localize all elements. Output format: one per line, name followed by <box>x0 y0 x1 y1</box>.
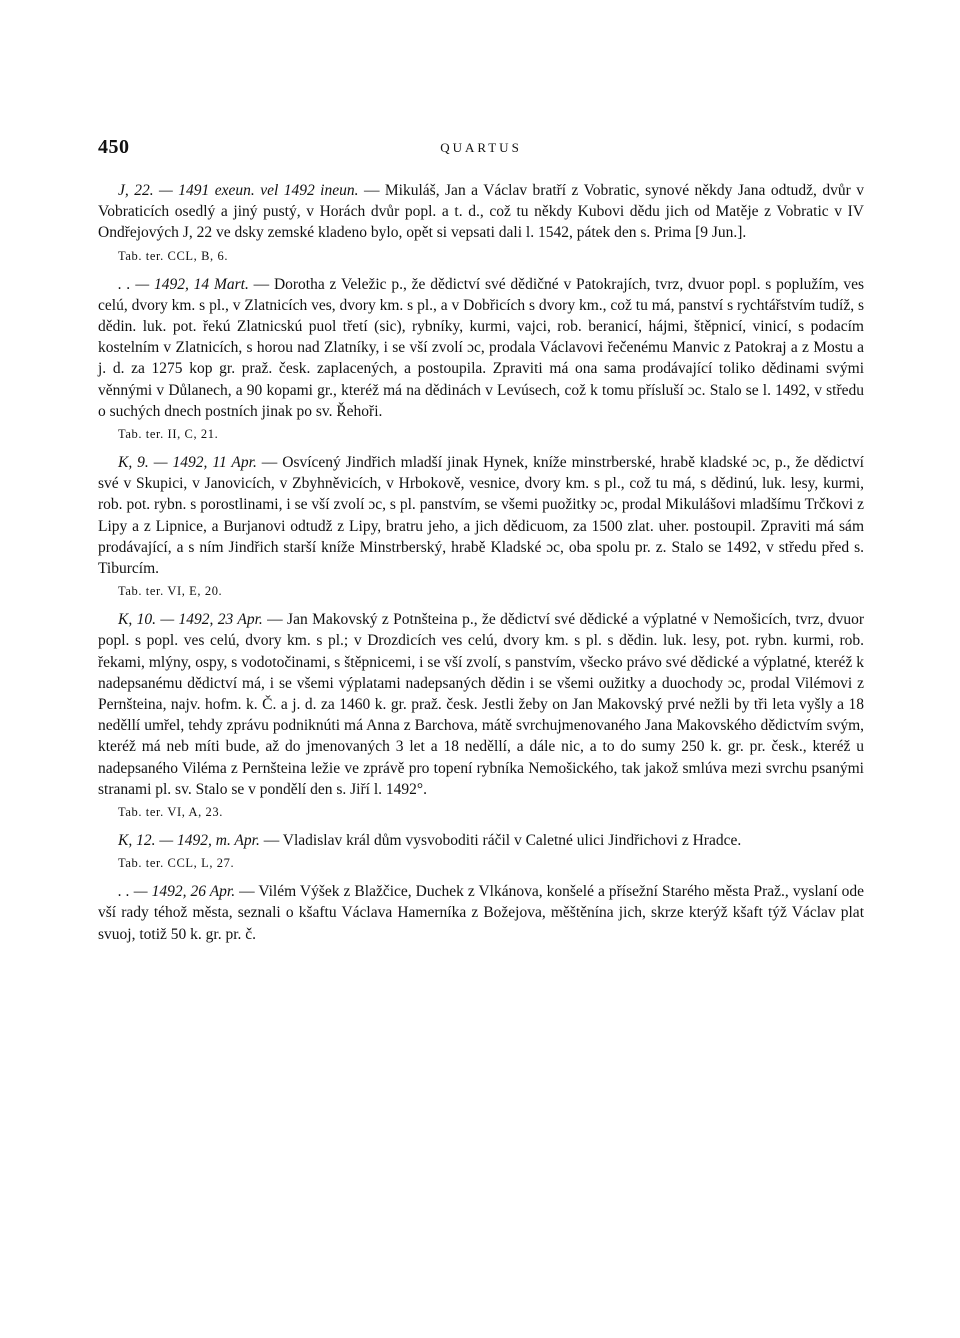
source-reference: Tab. ter. VI, E, 20. <box>118 584 223 599</box>
entry-body: — Dorotha z Veležic p., že dědictví své dědičné v Patokrajích, tvrz, dvuor popl. s poplužím, ves celú, dvory km. s pl., v Zlatnicích ves, dvory km. s pl., a v Dobřicích s dvory km., což tu má, panství s rychtářstvím tudíž, s dědin. luk. pot. řekú Zlatnicskú puol třetí (sic), rybníky, kurmi, vajci, rob. beranicí, hájmi, štěpnicí, vinicí, s podacím kostelním v Zlatnicích, s horou nad Zlatníky, i se vší zvolí ɔc, prodala Václavovi řečenému Manvic z Patokraj a z Mostu a j. d. za 1275 kop gr. praž. česk. zaplacených, a postoupila. Zpraviti má ona sama prodávající toliko dědinami svými věnnými v Důlanech, a 90 kopami gr., kteréž má na dědinách v Levúsech, což k tomu přísluší ɔc. Stalo se l. 1492, v středu o suchých dnech postních jinak po sv. Řehoři. <box>98 275 864 420</box>
entry-text <box>98 274 864 422</box>
page-header <box>98 136 864 166</box>
source-reference: Tab. ter. CCL, B, 6. <box>118 248 229 263</box>
entry <box>98 881 864 945</box>
source-reference: Tab. ter. VI, A, 23. <box>118 805 223 820</box>
entry-heading: . . — 1492, 14 Mart. <box>118 275 249 293</box>
entry-heading: . . — 1492, 26 Apr. <box>118 883 236 901</box>
entry-body: — Vilém Výšek z Blažčice, Duchek z Vlkánova, konšelé a přísežní Starého města Praž., vyslaní ode vší rady téhož města, seznali o kšaftu Václava Hamerníka z Božejova, měštěnína jich, skrze kterýž kšaft týž Václav plat svuoj, totiž 50 k. gr. pr. č. <box>98 883 864 943</box>
source-reference: Tab. ter. II, C, 21. <box>118 427 219 442</box>
entry-heading: K, 9. — 1492, 11 Apr. <box>118 454 257 472</box>
entry <box>98 452 864 600</box>
entry-text <box>98 881 864 945</box>
entry <box>98 274 864 443</box>
entry-body: — Jan Makovský z Potnšteina p., že dědictví své dědické a výplatné v Nemošicích, tvrz, dvuor popl. s popl. ves celú, dvory km. s pl.; v Drozdicích ves celú, dvory km. s pl. s dědin. luk. lesy, pot. rybn. kurmi, rob. řekami, mlýny, ospy, s vodotočinami, s štěpnicemi, i se vší zvolí, s panstvím, všecko právo své dědické a výplatné, kteréž k nadepsanému dědictví má, i se všemi výplatami nadepsaných dědin i se všemi oužitky a duochody ɔc, prodal Vilémovi z Pernšteina, najv. hofm. k. Č. a j. d. za 1460 k. gr. praž. česk. Jestli žeby on Jan Makovský prvé nežli by tři leta vyšly a 18 neděllí umřel, tehdy zprávu podniknúti má Anna z Barchova, mátě svrchujmenovaného Jana Makovského dědictvím svým, kteréž má neb míti bude, až do jmenovaných 3 let a 18 neděllí, a dále nic, a to do sumy 250 k. gr. pr. česk., kteréž u nadepsaného Viléma z Pernšteina ležie ve zprávě pro topení rybníka Nemošického, tak jakož smlúva mezi svrchu psanými stranami pl. sv. Stalo se v pondělí den s. Jiří l. 1492°. <box>98 611 865 798</box>
entry-body: — Mikuláš, Jan a Václav bratří z Vobratic, synové někdy Jana odtudž, dvůr v Vobraticích osedlý a jiný pustý, v Horách dvůr popl. a t. d., což tu někdy Kubovi dědu jich od Matěje z Vobratic v IV Ondřejových J, 22 ve dsky zemské kladeno bylo, opět si vepsati dali l. 1542, pátek den s. Prima [9 Jun.]. <box>98 182 864 242</box>
entry-text <box>98 180 864 244</box>
source-reference: Tab. ter. CCL, L, 27. <box>118 856 235 871</box>
running-head: QUARTUS <box>440 140 522 155</box>
entries-list <box>98 180 864 954</box>
entry-heading: K, 12. — 1492, m. Apr. <box>118 832 260 850</box>
entry <box>98 830 864 872</box>
entry-heading: K, 10. — 1492, 23 Apr. <box>118 611 263 629</box>
entry-body: — Osvícený Jindřich mladší jinak Hynek, kníže minstrberské, hrabě kladské ɔc, p., že dědictví své v Skupici, v Janovicích, v Zbyhněvicích, v Hrbokově, vesnice, dvory km. s pl., což tu má, s dědinú, luk. lesy, kurmi, rob. pot. rybn. s porostlinami, i se vší zvolí ɔc, s pl. panstvím, se všemi puožitky ɔc, prodal Mikulášovi mladšímu Trčkovi z Lipy a z Lipnice, a Burjanovi odtudž z Lipy, bratru jeho, a jich dědicuom, za 1500 zlat. uher. postoupil. Zpraviti má sám prodávající, a s ním Jindřich starší kníže Minstrberský, hrabě Kladské ɔc, oba spolu pr. z. Stalo se 1492, v středu před s. Tiburcím. <box>98 454 864 578</box>
entry <box>98 609 864 821</box>
entry <box>98 180 864 265</box>
entry-text <box>98 452 864 579</box>
entry-body: — Vladislav král dům vysvoboditi ráčil v Caletné ulici Jindřichovi z Hradce. <box>259 832 742 850</box>
entry-heading: J, 22. — 1491 exeun. vel 1492 ineun. <box>118 182 359 199</box>
entry-text <box>98 830 864 851</box>
entry-text <box>98 609 864 800</box>
page-number: 450 <box>98 136 130 158</box>
